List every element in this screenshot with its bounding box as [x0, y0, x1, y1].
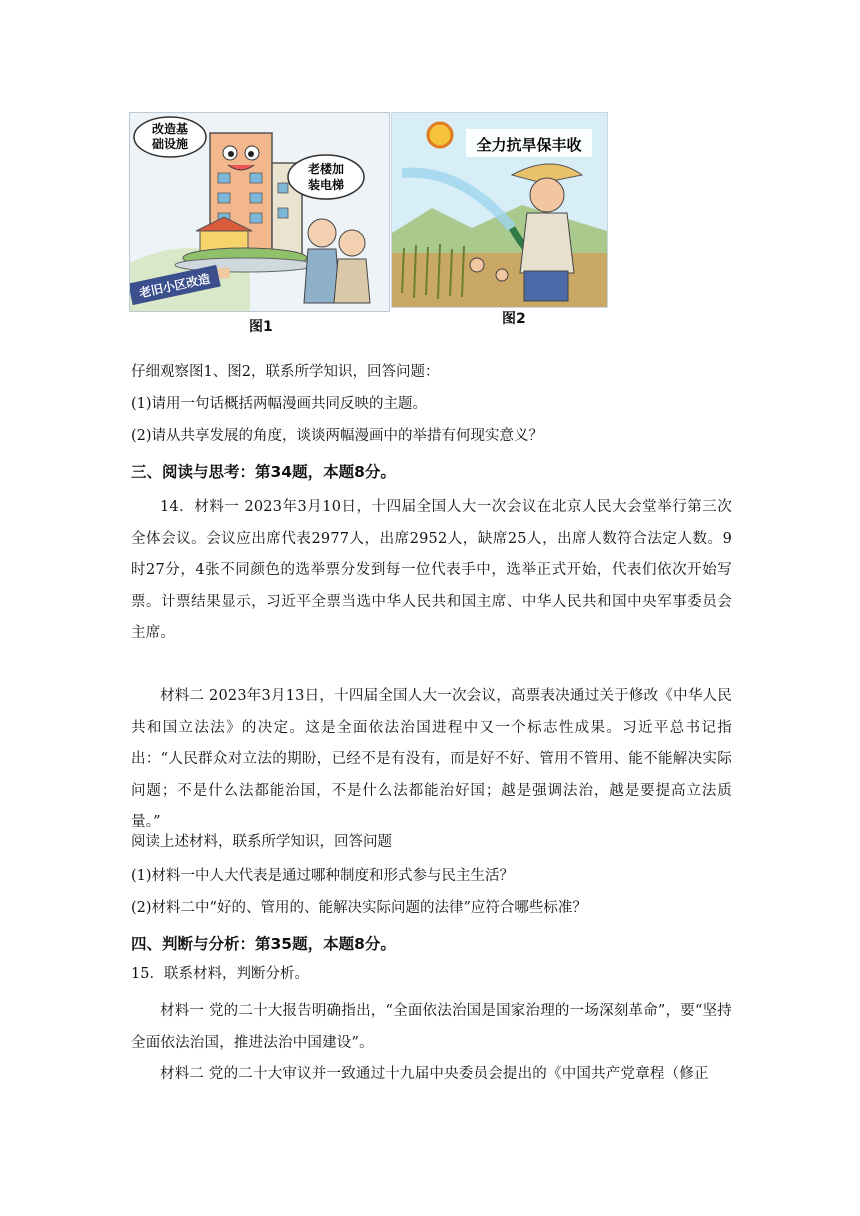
section-3-prompt: 阅读上述材料，联系所学知识，回答问题: [131, 834, 392, 850]
section-4-item: 15．联系材料，判断分析。: [131, 966, 309, 982]
banner-text: 老旧小区改造: [138, 271, 212, 301]
section-3-question-1: (1)材料一中人大代表是通过哪种制度和形式参与民主生活？: [131, 868, 515, 884]
drought-relief-cartoon: [392, 113, 607, 307]
section-3-heading: 三、阅读与思考：第34题，本题8分。: [131, 463, 396, 481]
bubble-text-2b: 装电梯: [307, 178, 345, 192]
bubble-text-2a: 老楼加: [307, 162, 345, 176]
question-2: (2)请从共享发展的角度，谈谈两幅漫画中的举措有何现实意义？: [131, 428, 544, 444]
old-community-renovation-cartoon: [130, 113, 389, 311]
figure-group: [129, 112, 609, 342]
section-4-material-1: 材料一 党的二十大报告明确指出，“全面依法治国是国家治理的一场深刻革命”，要“坚持全面依法治国，推进法治中国建设”。: [131, 1003, 732, 1051]
section-4-material-2: 材料二 党的二十大审议并一致通过十九届中央委员会提出的《中国共产党章程（修正: [160, 1066, 709, 1082]
figure-1-image: [129, 112, 390, 312]
figure-2-title: 全力抗旱保丰收: [476, 136, 582, 154]
section-3-material-1: 14．材料一 2023年3月10日，十四届全国人大一次会议在北京人民大会堂举行第三次全体会议。会议应出席代表2977人，出席2952人，缺席25人，出席人数符合法定人数。9时27分，4张不同颜色的选举票分发到每一位代表手中，选举正式开始，代表们依次开始写票。计票结果显示，习近平全票当选中华人民共和国主席、中华人民共和国中央军事委员会主席。: [131, 499, 732, 641]
instruction-intro: 仔细观察图1、图2，联系所学知识，回答问题：: [131, 364, 440, 380]
bubble-text-1a: 改造基: [151, 122, 189, 136]
figure-2-caption: 图2: [502, 311, 526, 327]
section-3-question-2: (2)材料二中“好的、管用的、能解决实际问题的法律”应符合哪些标准？: [131, 900, 587, 916]
bubble-text-1b: 础设施: [151, 137, 189, 151]
section-4-heading: 四、判断与分析：第35题，本题8分。: [131, 935, 396, 953]
figure-2-image: [391, 112, 608, 308]
section-3-material-2: 材料二 2023年3月13日，十四届全国人大一次会议，高票表决通过关于修改《中华人民共和国立法法》的决定。这是全面依法治国进程中又一个标志性成果。习近平总书记指出：“人民群众对立法的期盼，已经不是有没有，而是好不好、管用不管用、能不能解决实际问题；不是什么法都能治国，不是什么法都能治好国；越是强调法治，越是要提高立法质量。”: [131, 688, 732, 830]
figure-1-caption: 图1: [249, 319, 273, 335]
question-1: (1)请用一句话概括两幅漫画共同反映的主题。: [131, 396, 428, 412]
